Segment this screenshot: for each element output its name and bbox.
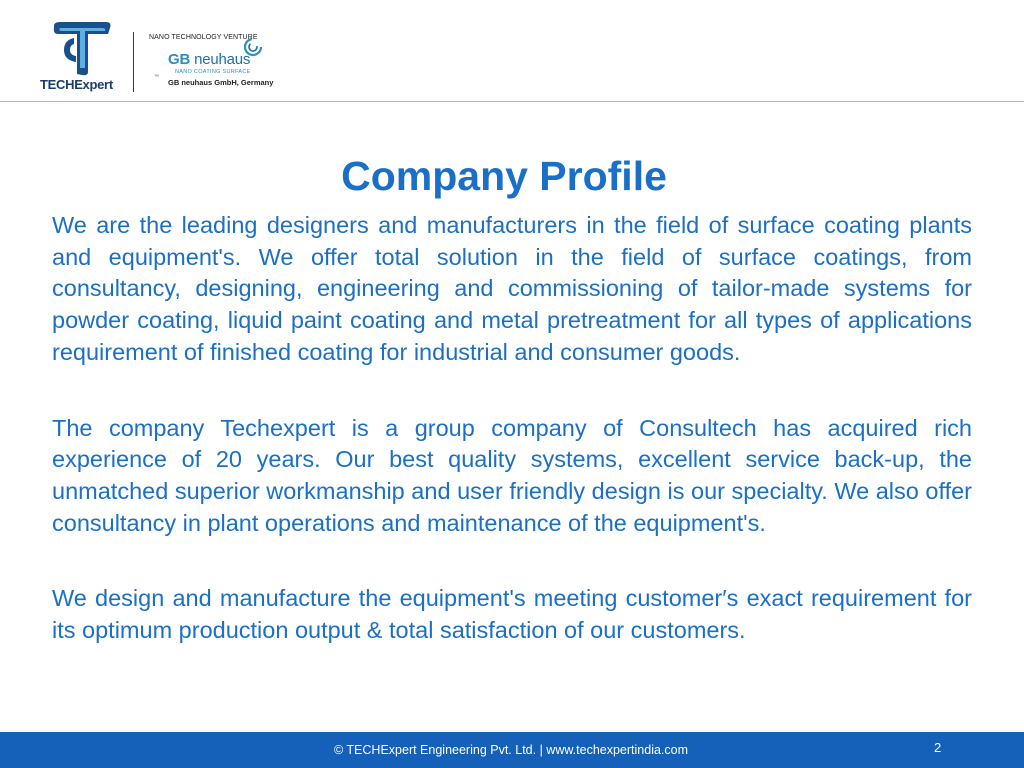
techexpert-emblem-icon — [50, 20, 114, 76]
partner-tagline: NANO COATING SURFACE — [175, 69, 251, 75]
techexpert-logo-text: TECHExpert — [40, 77, 113, 92]
slide-footer — [0, 732, 1024, 768]
logo-trademark: ™ — [154, 74, 159, 80]
footer-copyright: © TECHExpert Engineering Pvt. Ltd. | www.techexpertindia.com — [333, 743, 689, 757]
paragraph-group-company: The company Techexpert is a group company of Consultech has acquired rich experience of 20 years. Our best quality systems, excellent service back-up, the unmatched superior workmanship and user friendly design is our specialty. We also offer consultancy in plant operations and maintenance of the equipment's. — [52, 414, 972, 536]
partner-venture-label: NANO TECHNOLOGY VENTURE — [149, 34, 258, 41]
partner-name — [168, 51, 250, 68]
partner-name-bold: GB — [168, 51, 191, 68]
partner-company: GB neuhaus GmbH, Germany — [168, 78, 274, 87]
slide-title: Company Profile — [341, 153, 667, 200]
techexpert-logo — [38, 20, 159, 94]
partner-name-light: neuhaus — [190, 51, 251, 68]
header-divider — [0, 101, 1024, 102]
gb-neuhaus-logo — [148, 34, 278, 94]
logo-divider — [133, 32, 134, 92]
paragraph-design-manufacture: We design and manufacture the equipment's meeting customer′s exact requirement for its optimum production output & total satisfaction of our customers. — [52, 585, 972, 644]
paragraph-intro: We are the leading designers and manufacturers in the field of surface coating plants and equipment's. We offer total solution in the field of surface coatings, from consultancy, designing, engineering and commissioning of tailor-made systems for powder coating, liquid paint coating and metal pretreatment for all types of applications requirement of finished coating for industrial and consumer goods. — [52, 212, 972, 365]
slide-body — [52, 210, 972, 691]
slide-header — [0, 0, 1024, 101]
page-number: 2 — [934, 740, 942, 755]
